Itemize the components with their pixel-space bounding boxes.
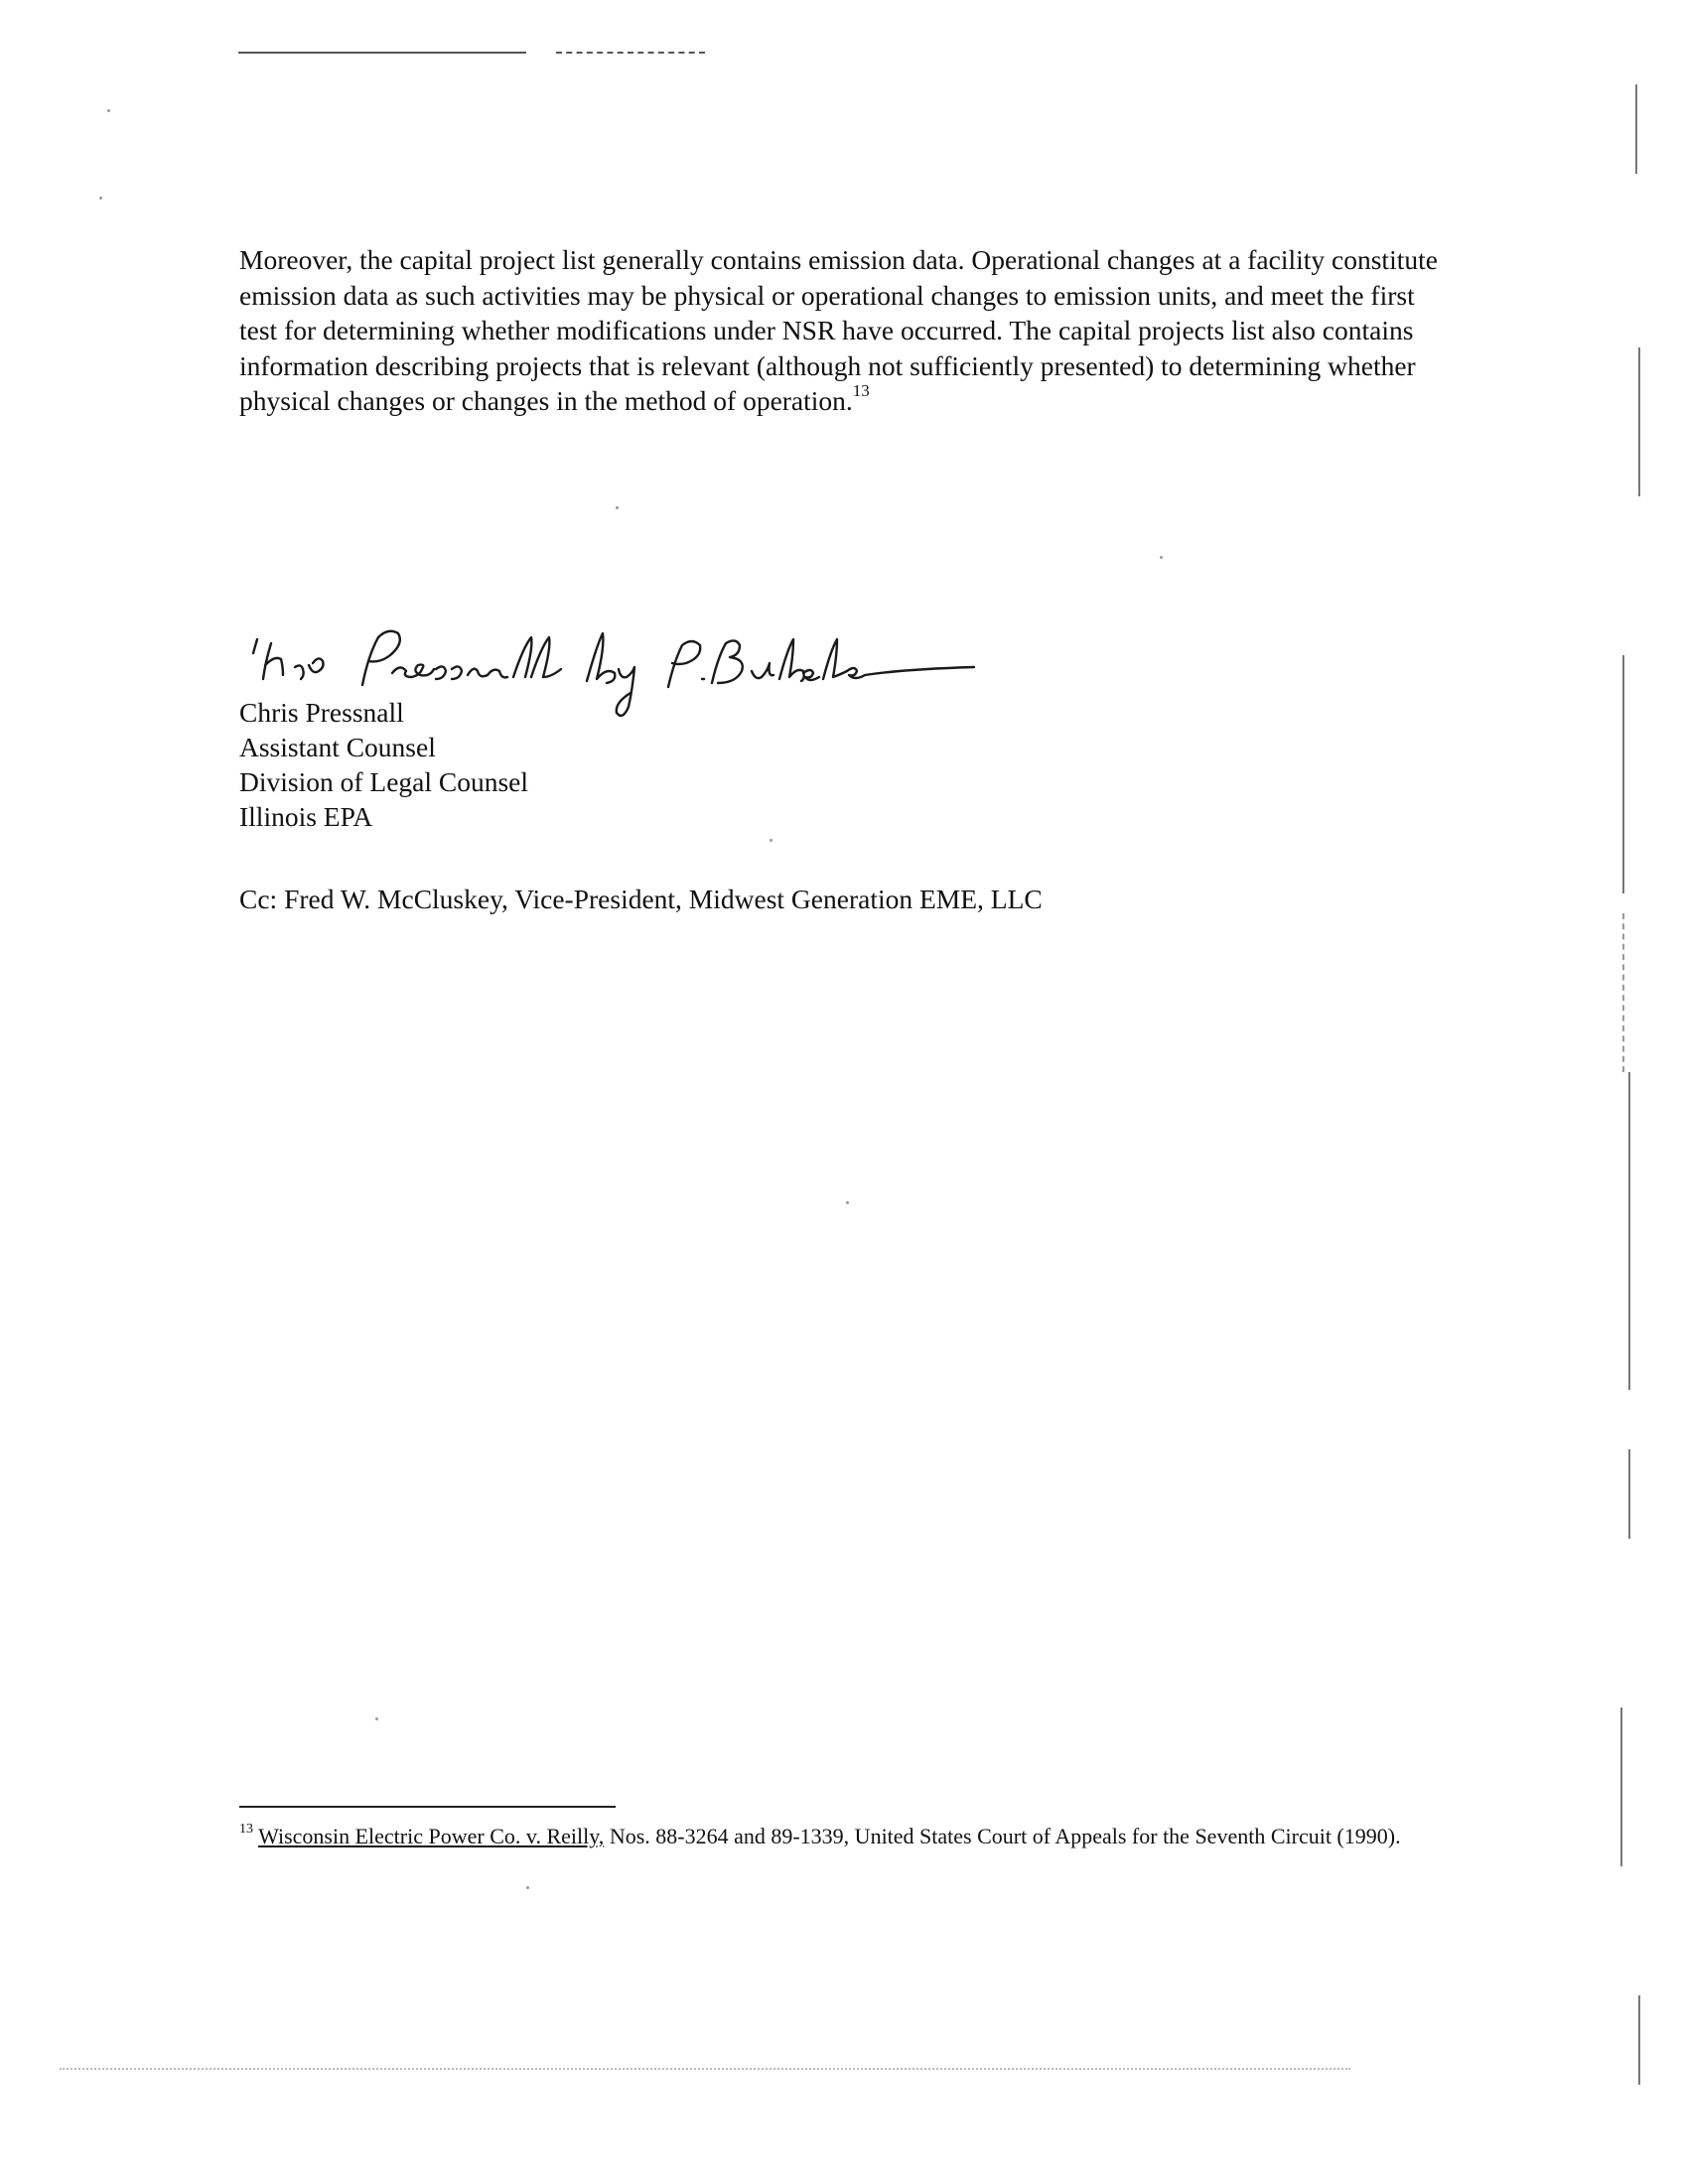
footnote-text: Nos. 88-3264 and 89-1339, United States Court of Appeals for the Seventh Circuit (1990). (604, 1824, 1401, 1848)
scan-artifact-dot (1160, 556, 1163, 559)
signature-block (239, 695, 528, 834)
footnote (239, 1822, 1471, 1850)
scan-artifact-dot (375, 1717, 378, 1720)
scan-artifact-edge-mark (1635, 84, 1637, 174)
signer-division: Division of Legal Counsel (239, 766, 529, 797)
footnote-reference: 13 (852, 380, 870, 400)
scan-artifact-edge-mark (1622, 655, 1624, 893)
scan-artifact-edge-mark (1628, 1072, 1630, 1390)
scan-artifact-dot (846, 1201, 849, 1204)
signer-name: Chris Pressnall (239, 697, 404, 728)
signer-agency: Illinois EPA (239, 801, 373, 832)
footnote-number: 13 (239, 1821, 253, 1837)
footnote-case-name: Wisconsin Electric Power Co. v. Reilly, (258, 1824, 605, 1848)
scan-artifact-dot (526, 1886, 529, 1889)
body-paragraph: Moreover, the capital project list generally contains emission data. Operational changes at a facility constitute emission data as such activities may be physical or operational changes to emission units, and meet the first test for determining whether modifications under NSR have occurred. The capital projects list also contains information describing projects that is relevant (although not sufficiently presented) to determining whether physical changes or changes in the method of operation.$^{13}$ (239, 244, 1438, 416)
scan-artifact-edge-mark (1620, 1707, 1622, 1866)
scan-artifact-dot (99, 197, 102, 200)
scan-artifact-dot (770, 839, 772, 842)
scan-artifact-dot (107, 109, 110, 112)
scan-artifact-dot (616, 506, 619, 509)
scan-artifact-edge-mark (1622, 913, 1624, 1072)
scan-artifact-top-line (238, 52, 526, 54)
scan-artifact-edge-mark (1638, 1995, 1640, 2085)
cc-line: Cc: Fred W. McCluskey, Vice-President, Midwest Generation EME, LLC (239, 884, 1043, 914)
footnote-separator (239, 1806, 616, 1808)
scan-artifact-edge-mark (1638, 347, 1640, 496)
signer-title: Assistant Counsel (239, 732, 436, 762)
scan-artifact-edge-mark (1628, 1449, 1630, 1539)
scan-artifact-top-line-dashed (556, 52, 705, 54)
scan-artifact-bottom-noise (60, 2068, 1350, 2070)
